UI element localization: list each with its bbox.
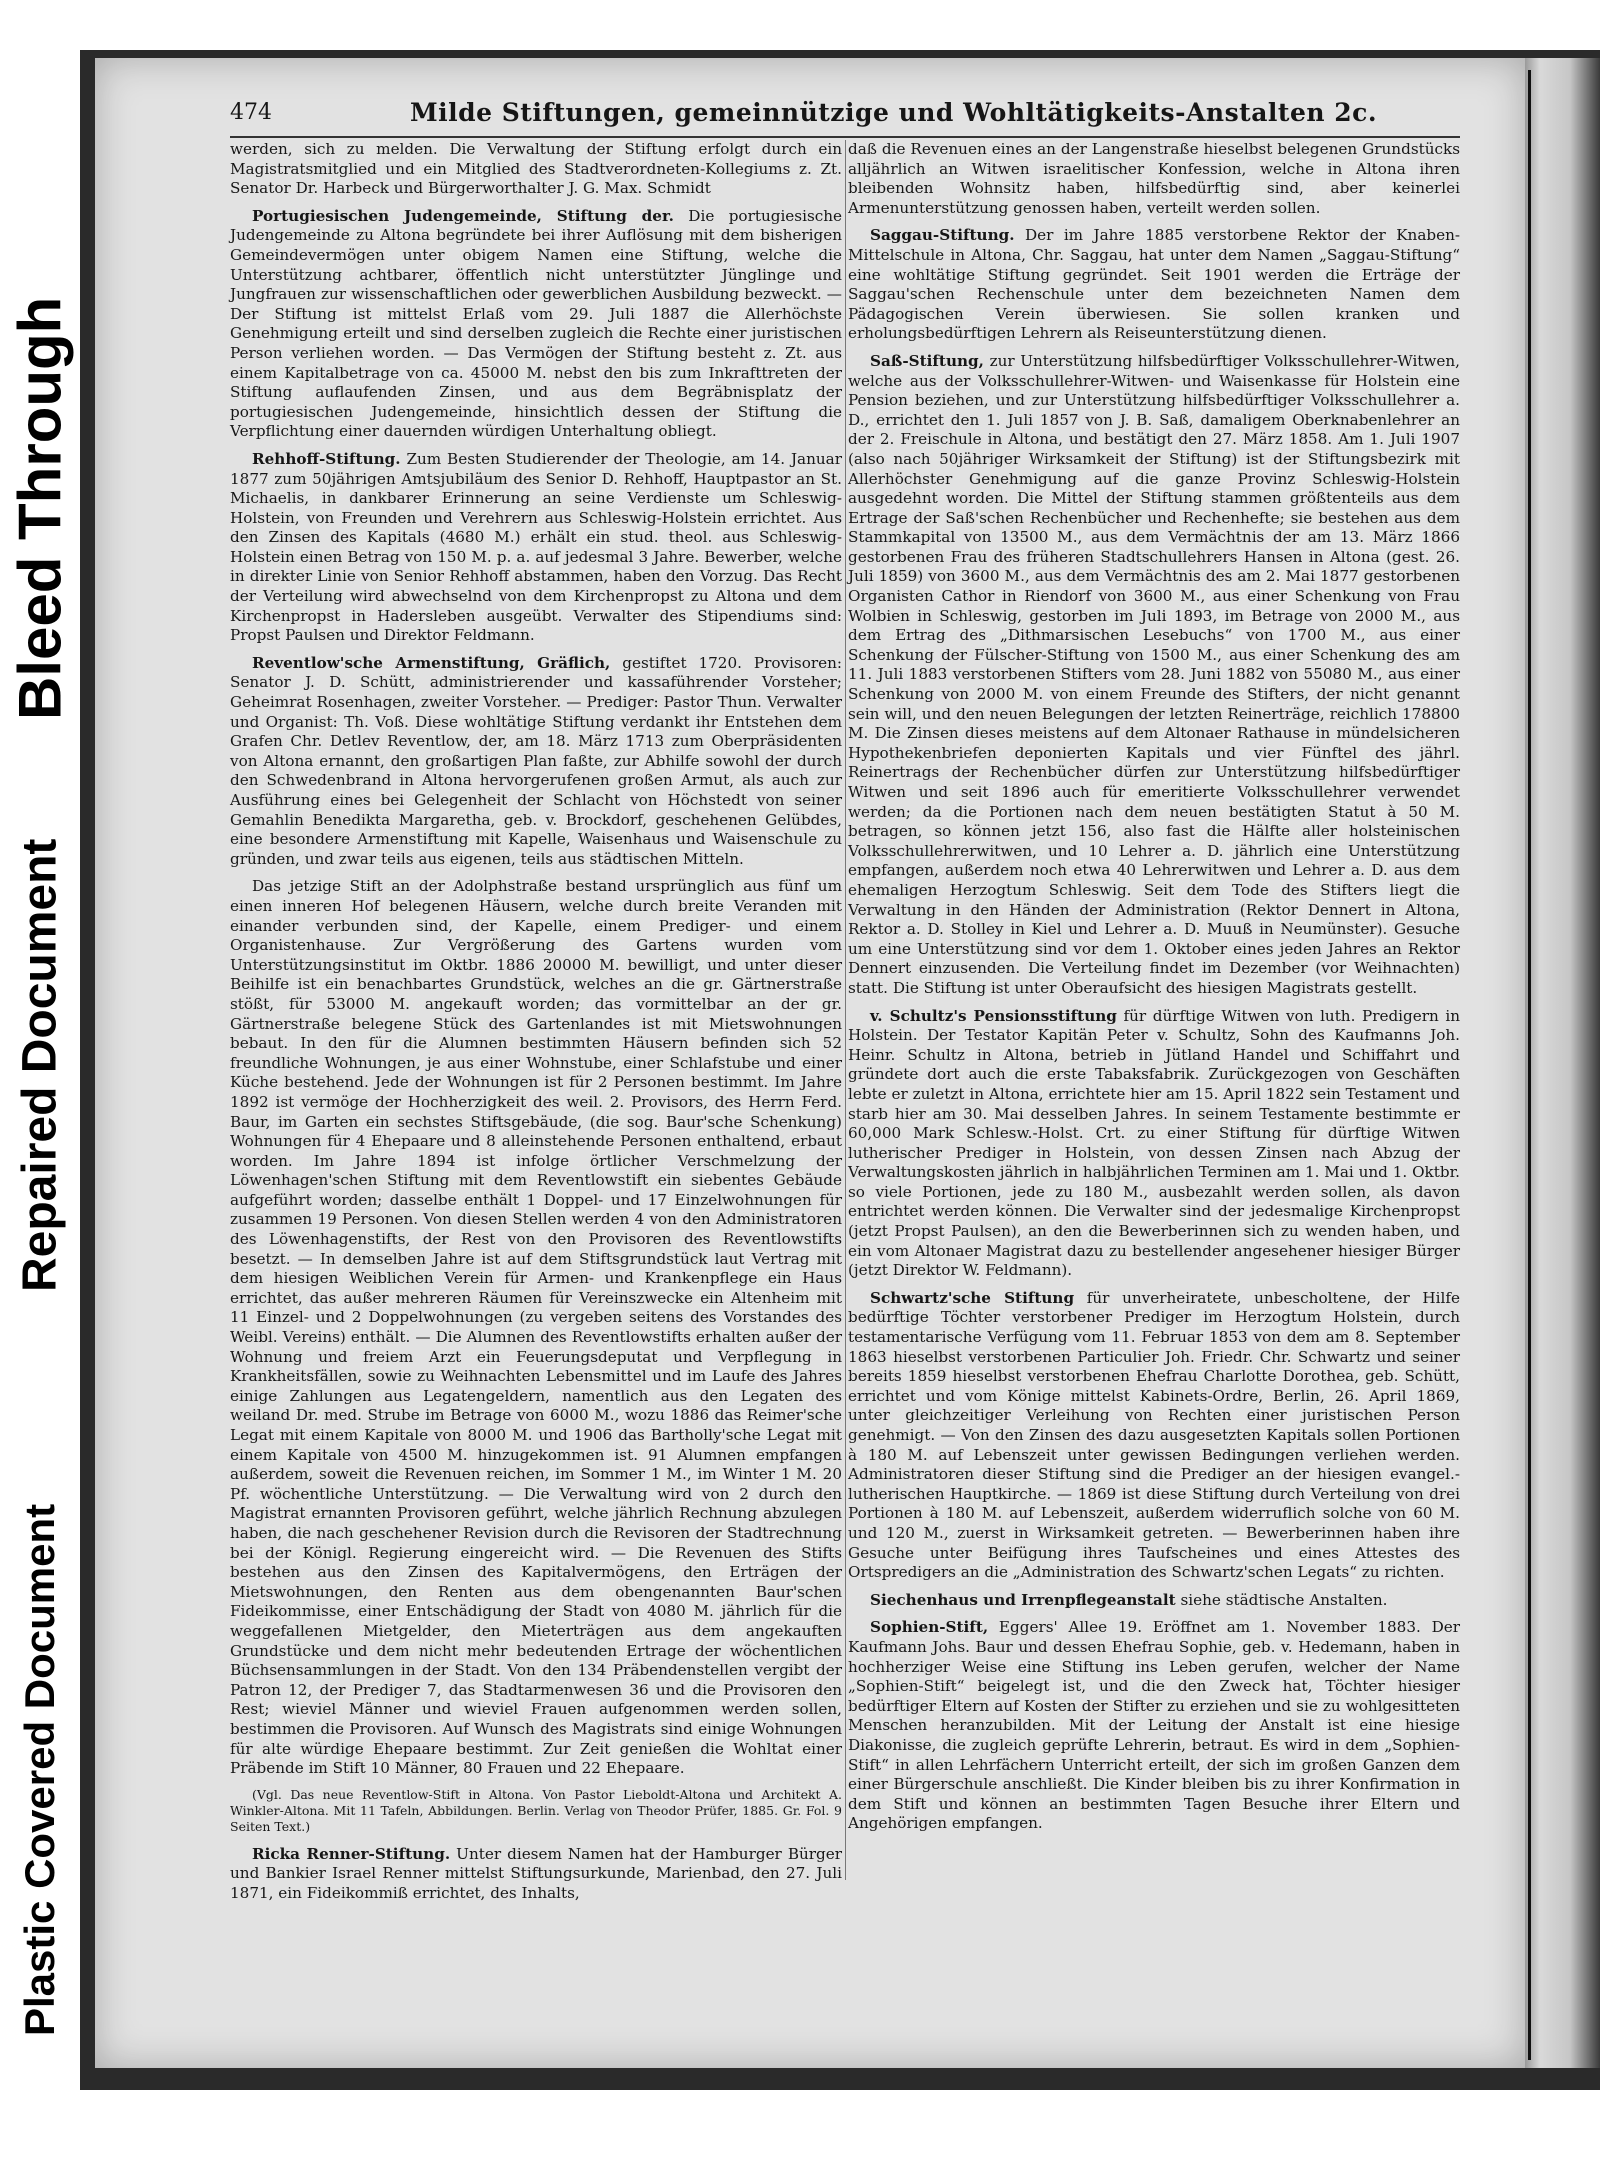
entry-title: Portugiesischen Judengemeinde, Stiftung der. [252, 206, 674, 225]
entry-siechenhaus [848, 1591, 1460, 1611]
entry-schultz-pensionsstiftung [848, 1007, 1460, 1281]
page-header [230, 100, 1460, 134]
right-column [848, 140, 1461, 1833]
entry-title: Rehhoff-Stiftung. [252, 449, 401, 468]
label-separator [0, 770, 80, 774]
entry-text: gestiftet 1720. Provisoren: Senator J. D. Schütt, administrierender und kassaführender Vorsteher; Geheimrat Rosenhagen, zweiter Vorsteher. — Prediger: Pastor Thun. Verwalter und Organist: Th. Voß. Diese wohltätige Stiftung verdankt ihr Entstehen dem Grafen Chr. Detlev Reventlow, der, am 18. März 1713 zum Oberpräsidenten von Altona ernannt, den großartigen Plan faßte, zur Abhilfe sowohl der durch den Schwedenbrand in Altona hervorgerufenen großen Armut, als auch zur Ausführung eines bei Gelegenheit der Schlacht von Höchstedt von seiner Gemahlin Benedikta Margaretha, geb. v. Brockdorf, geschehenen Gelübdes, eine besondere Armenstiftung mit Kapelle, Waisenhaus und Waisenschule zu gründen, und zwar teils aus eigenen, teils aus städtischen Mitteln. [230, 653, 842, 868]
entry-text: zur Unterstützung hilfsbedürftiger Volksschullehrer-Witwen, welche aus der Volksschullehrer-Witwen- und Waisenkasse für Holstein eine Pension beziehen, und zur Unterstützung hilfsbedürftiger Volksschullehrer a. D., errichtet den 1. Juli 1857 von J. B. Saß, damaligem Oberknabenlehrer an der 2. Freischule in Altona, und bestätigt den 27. März 1858. Am 1. Juli 1907 (also nach 50jähriger Wirksamkeit der Stiftung) ist der Stiftungsbezirk mit Allerhöchster Genehmigung auf die ganze Provinz Schleswig-Holstein ausgedehnt worden. Die Mittel der Stiftung stammen größtenteils aus dem Ertrage der Saß'schen Rechenbücher und Rechenhefte; sie bestehen aus dem Stammkapital von 13500 M., aus dem Vermächtnis der am 13. März 1866 gestorbenen Frau des früheren Stadtschullehrers Hansen in Altona (gest. 26. Juli 1859) von 3600 M., aus dem Vermächtnis des am 2. Mai 1877 gestorbenen Organisten Cathor in Riendorf von 3600 M., aus einer Schenkung von Frau Wolbien in Schleswig, gestorben im Juli 1893, im Betrage von 2000 M., aus dem Ertrag des „Dithmarsischen Lesebuchs“ von 1700 M., aus einer Schenkung der Fülscher-Stiftung von 1500 M., aus einer Schenkung des am 11. Juli 1883 verstorbenen Stifters vom 28. Juni 1882 von 55080 M., aus einer Schenkung von 2000 M. von einem Freunde des Stifters, der nicht genannt sein will, und den neuen Belegungen der letzten Reinerträge, reichlich 178800 M. Die Zinsen dieses meistens auf dem Altonaer Rathause in mündelsicheren Hypothekenbriefen deponierten Kapitals und vier Fünftel des jährl. Reinertrags der Rechenbücher dürfen zur Unterstützung hilfsbedürftiger Witwen und seit 1896 auch für emeritierte Volksschullehrer verwendet werden; da die Portionen nach dem neuen bestätigten Statut à 50 M. betragen, so können jetzt 156, also fast die Hälfte aller holsteinischen Volksschullehrerwitwen, und 10 Lehrer a. D. jährlich eine Unterstützung empfangen, außerdem noch etwa 40 Lehrerwitwen und Lehrer a. D. aus dem ehemaligen Herzogtum Schleswig. Seit dem Tode des Stifters liegt die Verwaltung in den Händen der Administration (Rektor Dennert in Altona, Rektor a. D. Stolley in Kiel und Lehrer a. D. Muuß in Neumünster). Gesuche um eine Unterstützung sind vor dem 1. Oktober eines jeden Jahres an Rektor Dennert einzusenden. Die Verteilung findet im Dezember (vor Weihnachten) statt. Die Stiftung ist unter Oberaufsicht des hiesigen Magistrats gestellt. [848, 351, 1460, 997]
entry-text: für unverheiratete, unbescholtene, der Hilfe bedürftige Töchter verstorbener Prediger im Herzogtum Holstein, durch testamentarische Verfügung vom 11. Februar 1853 von dem am 8. September 1863 hieselbst verstorbenen Particulier Joh. Friedr. Chr. Schwartz und seiner bereits 1859 hieselbst verstorbenen Ehefrau Charlotte Dorothea, geb. Schütt, errichtet und vom Könige mittelst Kabinets-Ordre, Berlin, 26. April 1869, unter gleichzeitiger Verleihung von Rechten einer juristischen Person genehmigt. — Von den Zinsen des dazu ausgesetzten Kapitals sollen Portionen à 180 M. auf Lebenszeit unter gewissen Bedingungen verliehen werden. Administratoren dieser Stiftung sind die Prediger an der hiesigen evangel.-lutherischen Hauptkirche. — 1869 ist diese Stiftung durch Verteilung von drei Portionen à 180 M. auf Lebenszeit, außerdem widerruflich solche von 60 M. und 120 M., zuerst in Wirksamkeit getreten. — Bewerberinnen haben ihre Gesuche unter Beifügung ihres Taufscheines und eines Attestes des Ortspredigers an die „Administration des Schwartz'schen Legats“ zu richten. [848, 1288, 1460, 1582]
continued-text: daß die Revenuen eines an der Langenstraße hieselbst belegenen Grundstücks alljährlich an Witwen israelitischer Konfession, welche in Altona ihren bleibenden Wohnsitz haben, hilfsbedürftig sind, aber keinerlei Armenunterstützung genossen haben, verteilt werden sollen. [848, 140, 1460, 217]
label-separator [0, 1395, 80, 1399]
entry-title: Siechenhaus und Irrenpflegeanstalt [870, 1590, 1176, 1609]
entry-text: Das jetzige Stift an der Adolphstraße bestand ursprünglich aus fünf um einen inneren Hof belegenen Häusern, welche durch breite Veranden mit einander verbunden sind, der Kapelle, einem Prediger- und einem Organistenhause. Zur Vergrößerung des Gartens wurden vom Unterstützungsinstitut im Oktbr. 1886 20000 M. bewilligt, und unter dieser Beihilfe ist ein benachbartes Grundstück, welches an die gr. Gärtnerstraße stößt, für 53000 M. angekauft worden; das vormittelbar an der gr. Gärtnerstraße belegene Stück des Gartenlandes ist mit Mietswohnungen bebaut. In den für die Alumnen bestimmten Häusern befinden sich 52 freundliche Wohnungen, je aus einer Wohnstube, einer Schlafstube und einer Küche bestehend. Jede der Wohnungen ist für 2 Personen bestimmt. Im Jahre 1892 ist vermöge der Hochherzigkeit des weil. 2. Provisors, des Herrn Ferd. Baur, im Garten ein sechstes Stiftsgebäude, (die sog. Baur'sche Schenkung) Wohnungen für 4 Ehepaare und 8 alleinstehende Personen enthaltend, erbaut worden. Im Jahre 1894 ist infolge örtlicher Verschmelzung der Löwenhagen'schen Stiftung mit dem Reventlowstift ein siebentes Gebäude aufgeführt worden; dasselbe enthält 1 Doppel- und 17 Einzelwohnungen für zusammen 19 Personen. Von diesen Stellen werden 4 von den Administratoren des Löwenhagenstifts, der Rest von den Provisoren des Reventlowstifts besetzt. — In demselben Jahre ist auf dem Stiftsgrundstück laut Vertrag mit dem hiesigen Weiblichen Verein für Armen- und Krankenpflege ein Haus errichtet, das außer mehreren Räumen für Vereinszwecke ein Altenheim mit 11 Einzel- und 2 Doppelwohnungen (zu vergeben seitens des Vorstandes des Weibl. Vereins) enthält. — Die Alumnen des Reventlowstifts erhalten außer der Wohnung und freiem Arzt ein Feuerungsdeputat und Verpflegung in Krankheitsfällen, sowie zu Weihnachten Lebensmittel und im Laufe des Jahres einige Zahlungen aus Legatengeldern, namentlich aus den Legaten des weiland Dr. med. Strube im Betrage von 6000 M., wozu 1886 das Reimer'sche Legat mit einem Kapitale von 8000 M. und 1906 das Bartholly'sche Legat mit einem Kapitale von 4500 M. hinzugekommen ist. 91 Alumnen empfangen außerdem, soweit die Revenuen reichen, im Sommer 1 M., im Winter 1 M. 20 Pf. wöchentliche Unterstützung. — Die Verwaltung wird von 2 durch den Magistrat ernannten Provisoren geführt, welche jährlich Rechnung abzulegen haben, die nach geschehener Revision durch die Revisoren der Stadtrechnung bei der Königl. Regierung eingereicht wird. — Die Revenuen des Stifts bestehen aus den Zinsen des Kapitalvermögens, den Erträgen der Mietswohnungen, den Renten aus dem obengenannten Baur'schen Fideikommisse, einer Entschädigung der Stadt von 4080 M. jährlich für die weggefallenen Mietgelder, den Mieterträgen aus dem angekauften Grundstücke und dem nicht mehr bedeutenden Ertrage der wöchentlichen Büchsensammlungen in der Stadt. Von den 134 Präbendenstellen vergibt der Patron 12, der Prediger 7, das Stadtarmenwesen 36 und die Provisoren den Rest; wieviel Männer und wieviel Frauen aufgenommen werden sollen, bestimmen die Provisoren. Auf Wunsch des Magistrats sind einige Wohnungen für alte würdige Ehepaare bestimmt. Zur Zeit genießen die Wohltat einer Präbende im Stift 10 Männer, 80 Frauen und 22 Ehepaare. [230, 877, 842, 1778]
left-column [230, 140, 843, 1902]
side-label-repaired-document: Repaired Document [13, 838, 67, 1292]
entry-reventlow-stift-description [230, 877, 842, 1778]
side-label-plastic-covered-document: Plastic Covered Document [16, 1503, 63, 2037]
entry-title: Sophien-Stift, [870, 1618, 989, 1637]
entry-text: Unter diesem Namen hat der Hamburger Bürger und Bankier Israel Renner mittelst Stiftungsurkunde, Marienbad, den 27. Juli 1871, ein Fideikommiß errichtet, des Inhalts, [230, 1844, 843, 1902]
side-label-bleed-through: Bleed Through [6, 296, 74, 720]
entry-title: Saggau-Stiftung. [870, 226, 1015, 245]
entry-text: siehe städtische Anstalten. [1180, 1590, 1388, 1609]
header-rule [230, 136, 1460, 138]
entry-title: Schwartz'sche Stiftung [870, 1288, 1075, 1307]
bibliography-note: (Vgl. Das neue Reventlow-Stift in Altona. Von Pastor Lieboldt-Altona und Architekt A. Winkler-Altona. Mit 11 Tafeln, Abbildungen. Berlin. Verlag von Theodor Prüfer, 1885. Gr. Fol. 9 Seiten Text.) [230, 1786, 842, 1834]
continued-text: werden, sich zu melden. Die Verwaltung der Stiftung erfolgt durch ein Magistratsmitglied und ein Mitglied des Stadtverordneten-Kollegiums z. Zt. Senator Dr. Harbeck und Bürgerworthalter J. G. Max. Schmidt [230, 140, 842, 198]
entry-text: für dürftige Witwen von luth. Predigern in Holstein. Der Testator Kapitän Peter v. Schultz, Sohn des Kaufmanns Joh. Heinr. Schultz in Altona, betrieb in Jütland Handel und Schiffahrt und gründete dort auch die erste Tabaksfabrik. Zurückgezogen von Geschäften lebte er zuletzt in Altona, errichtete hier am 15. April 1822 sein Testament und starb hier am 30. Mai desselben Jahres. In seinem Testamente bestimmte er 60,000 Mark Schlesw.-Holst. Crt. zu einer Stiftung für dürftige Witwen lutherischer Prediger in Holstein, von dessen Zinsen nach Abzug der Verwaltungskosten jährlich in halbjährlichen Terminen am 1. Mai und 1. Oktbr. so viele Portionen, jede zu 180 M., ausbezahlt werden sollen, als davon entrichtet werden können. Die Verwalter sind der jedesmalige Kirchenpropst (jetzt Propst Paulsen), an den die Bewerberinnen sich zu wenden haben, und ein vom Altonaer Magistrat dazu zu bestellender angesehener hiesiger Bürger (jetzt Direktor W. Feldmann). [848, 1006, 1460, 1280]
entry-ricka-renner-stiftung [230, 1845, 842, 1904]
entry-text: Die portugiesische Judengemeinde zu Altona begründete bei ihrer Auflösung mit dem bisherigen Gemeindevermögen unter obigem Namen eine Stiftung, welche die Unterstützung achtbarer, öffentlich nicht unterstützter Jünglinge und Jungfrauen zur wissenschaftlichen oder gewerblichen Ausbildung bezweckt. — Der Stiftung ist mittelst Erlaß vom 29. Juli 1887 die Allerhöchste Genehmigung erteilt und sind derselben zugleich die Rechte einer juristischen Person verliehen worden. — Das Vermögen der Stiftung besteht z. Zt. aus einem Kapitalbetrage von ca. 45000 M. nebst den bis zum Inkrafttreten der Stiftung auflaufenden Zinsen, und aus dem Begräbnisplatz der portugiesischen Judengemeinde, hinsichtlich dessen der Stiftung die Verpflichtung einer dauernden würdigen Unterhaltung obliegt. [230, 206, 843, 441]
entry-text: Zum Besten Studierender der Theologie, am 14. Januar 1877 zum 50jährigen Amtsjubiläum des Senior D. Rehhoff, Hauptpastor an St. Michaelis, in dankbarer Erinnerung an seine Verdienste um Schleswig-Holstein, von Freunden und Verehrern aus Schleswig-Holstein errichtet. Aus den Zinsen des Kapitals (4680 M.) erhält ein stud. theol. aus Schleswig-Holstein einen Betrag von 150 M. p. a. auf jedesmal 3 Jahre. Bewerber, welche in direkter Linie von Senior Rehhoff abstammen, haben den Vorzug. Das Recht der Verteilung wird abwechselnd von dem Kirchenpropst zu Altona und dem Kirchenpropst in Hadersleben ausgeübt. Verwalter des Stipendiums sind: Propst Paulsen und Direktor Feldmann. [230, 449, 842, 645]
running-title: Milde Stiftungen, gemeinnützige und Wohltätigkeits-Anstalten 2c. [410, 98, 1378, 127]
entry-sass-stiftung [848, 352, 1460, 999]
entry-schwartz-stiftung [848, 1289, 1460, 1583]
binding-line [1528, 70, 1531, 2060]
entry-text: Eggers' Allee 19. Eröffnet am 1. November 1883. Der Kaufmann Johs. Baur und dessen Ehefrau Sophie, geb. v. Hedemann, haben in hochherziger Weise eine Stiftung ins Leben gerufen, welcher der Name „Sophien-Stift“ beigelegt ist, und die den Zweck hat, Töchter hiesiger bedürftiger Eltern auf Kosten der Stifter zu erziehen und sie zu wohlgesitteten Menschen heranzubilden. Mit der Leitung der Anstalt ist eine hiesige Diakonisse, die zugleich geprüfte Lehrerin, betraut. Es wird in dem „Sophien-Stift“ in allen Lehrfächern Unterricht erteilt, der sich im großen Ganzen dem einer Bürgerschule anschließt. Die Kinder bleiben bis zu ihrer Konfirmation in dem Stift und können an bestimmten Tagen Besuche ihrer Eltern und Angehörigen empfangen. [848, 1618, 1461, 1833]
column-divider [845, 140, 846, 1880]
entry-title: Reventlow'sche Armenstiftung, Gräflich, [252, 653, 611, 672]
entry-title: v. Schultz's Pensionsstiftung [870, 1006, 1117, 1025]
page-edge [1525, 58, 1600, 2068]
entry-portugiesische-judengemeinde [230, 207, 842, 442]
entry-sophien-stift [848, 1618, 1460, 1834]
page-number: 474 [230, 100, 272, 125]
entry-saggau-stiftung [848, 226, 1460, 344]
entry-title: Ricka Renner-Stiftung. [252, 1844, 451, 1863]
entry-title: Saß-Stiftung, [870, 351, 984, 370]
entry-reventlow-armenstiftung [230, 654, 842, 870]
entry-text: Der im Jahre 1885 verstorbene Rektor der Knaben-Mittelschule in Altona, Chr. Saggau, hat unter dem Namen „Saggau-Stiftung“ eine wohltätige Stiftung gegründet. Seit 1901 werden die Erträge der Saggau'schen Rechenschule unter dem bezeichneten Namen dem Pädagogischen Verein überwiesen. Sie sollen kranken und erholungsbedürftigen Lehrern als Reiseunterstützung dienen. [848, 226, 1460, 343]
entry-rehhoff-stiftung [230, 450, 842, 646]
